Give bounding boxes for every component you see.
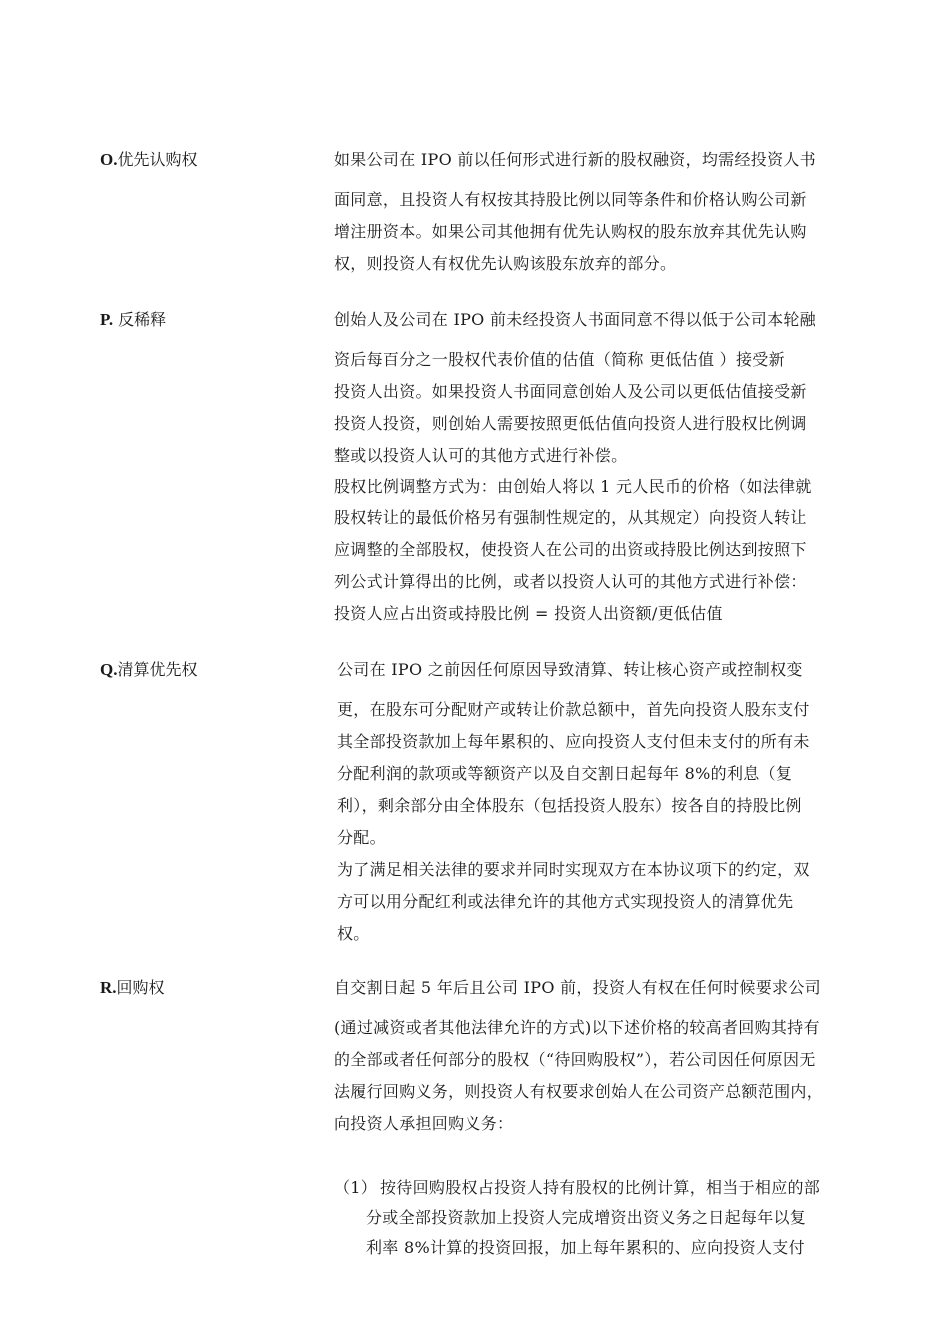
section-r-letter: R. — [100, 978, 117, 997]
section-p-line: 股权比例调整方式为：由创始人将以 1 元人民币的价格（如法律就 — [334, 477, 812, 496]
section-o-line: 如果公司在 IPO 前以任何形式进行新的股权融资，均需经投资人书 — [334, 150, 816, 169]
list-item-number: （1） — [334, 1178, 378, 1197]
section-r-body — [334, 972, 858, 1140]
list-item-line: 利率 8%计算的投资回报，加上每年累积的、应向投资人支付 — [366, 1238, 805, 1257]
section-q-line: 其全部投资款加上每年累积的、应向投资人支付但未支付的所有未 — [337, 732, 810, 751]
section-q-letter: Q. — [100, 660, 118, 679]
section-o-heading — [100, 150, 198, 170]
section-q-body — [337, 654, 847, 950]
section-r-line: 的全部或者任何部分的股权（“待回购股权”），若公司因任何原因无 — [334, 1050, 816, 1069]
section-o-line: 增注册资本。如果公司其他拥有优先认购权的股东放弃其优先认购 — [334, 222, 807, 241]
section-o-line: 权，则投资人有权优先认购该股东放弃的部分。 — [334, 254, 677, 273]
section-p-line: 投资人出资。如果投资人书面同意创始人及公司以更低估值接受新 — [334, 382, 807, 401]
section-p-body — [334, 304, 858, 630]
section-r-line: 自交割日起 5 年后且公司 IPO 前，投资人有权在任何时候要求公司 — [334, 978, 821, 997]
section-p-line: 投资人应占出资或持股比例 = 投资人出资额/更低估值 — [334, 604, 723, 623]
section-o-line: 面同意，且投资人有权按其持股比例以同等条件和价格认购公司新 — [334, 190, 807, 209]
section-q-title: 清算优先权 — [117, 660, 198, 679]
section-r-heading — [100, 978, 165, 998]
section-p-line: 列公式计算得出的比例，或者以投资人认可的其他方式进行补偿： — [334, 572, 807, 591]
section-p-line: 资后每百分之一股权代表价值的估值（简称 更低估值 ）接受新 — [334, 350, 785, 369]
section-r-list-item — [334, 1173, 858, 1263]
section-q-line: 公司在 IPO 之前因任何原因导致清算、转让核心资产或控制权变 — [337, 660, 803, 679]
section-q-line: 利），剩余部分由全体股东（包括投资人股东）按各自的持股比例 — [337, 796, 802, 815]
section-p-line: 创始人及公司在 IPO 前未经投资人书面同意不得以低于公司本轮融 — [334, 310, 816, 329]
section-o-letter: O. — [100, 150, 118, 169]
section-p-letter: P. — [100, 310, 114, 329]
section-q-line: 更，在股东可分配财产或转让价款总额中，首先向投资人股东支付 — [337, 700, 810, 719]
list-item-line: 按待回购股权占投资人持有股权的比例计算，相当于相应的部 — [380, 1178, 821, 1197]
section-o-title: 优先认购权 — [117, 150, 198, 169]
section-q-heading — [100, 660, 198, 680]
section-o-body — [334, 144, 858, 280]
section-q-line: 分配。 — [337, 828, 386, 847]
section-p-title: 反稀释 — [118, 310, 167, 329]
section-r-line: (通过减资或者其他法律允许的方式)以下述价格的较高者回购其持有 — [334, 1018, 820, 1037]
list-item-text — [366, 1173, 858, 1263]
section-q-line: 方可以用分配红利或法律允许的其他方式实现投资人的清算优先 — [337, 892, 794, 911]
section-r-line: 法履行回购义务，则投资人有权要求创始人在公司资产总额范围内， — [334, 1082, 824, 1101]
list-item-line: 分或全部投资款加上投资人完成增资出资义务之日起每年以复 — [366, 1208, 807, 1227]
section-r-line: 向投资人承担回购义务： — [334, 1114, 514, 1133]
section-p-line: 应调整的全部股权，使投资人在公司的出资或持股比例达到按照下 — [334, 540, 807, 559]
section-p-line: 股权转让的最低价格另有强制性规定的，从其规定）向投资人转让 — [334, 508, 807, 527]
section-p-line: 整或以投资人认可的其他方式进行补偿。 — [334, 446, 628, 465]
section-p-line: 投资人投资，则创始人需要按照更低估值向投资人进行股权比例调 — [334, 414, 807, 433]
section-q-line: 为了满足相关法律的要求并同时实现双方在本协议项下的约定，双 — [337, 860, 810, 879]
section-q-line: 分配利润的款项或等额资产以及自交割日起每年 8%的利息（复 — [337, 764, 793, 783]
section-q-line: 权。 — [337, 924, 370, 943]
section-p-heading — [100, 310, 166, 330]
section-r-title: 回购权 — [116, 978, 165, 997]
